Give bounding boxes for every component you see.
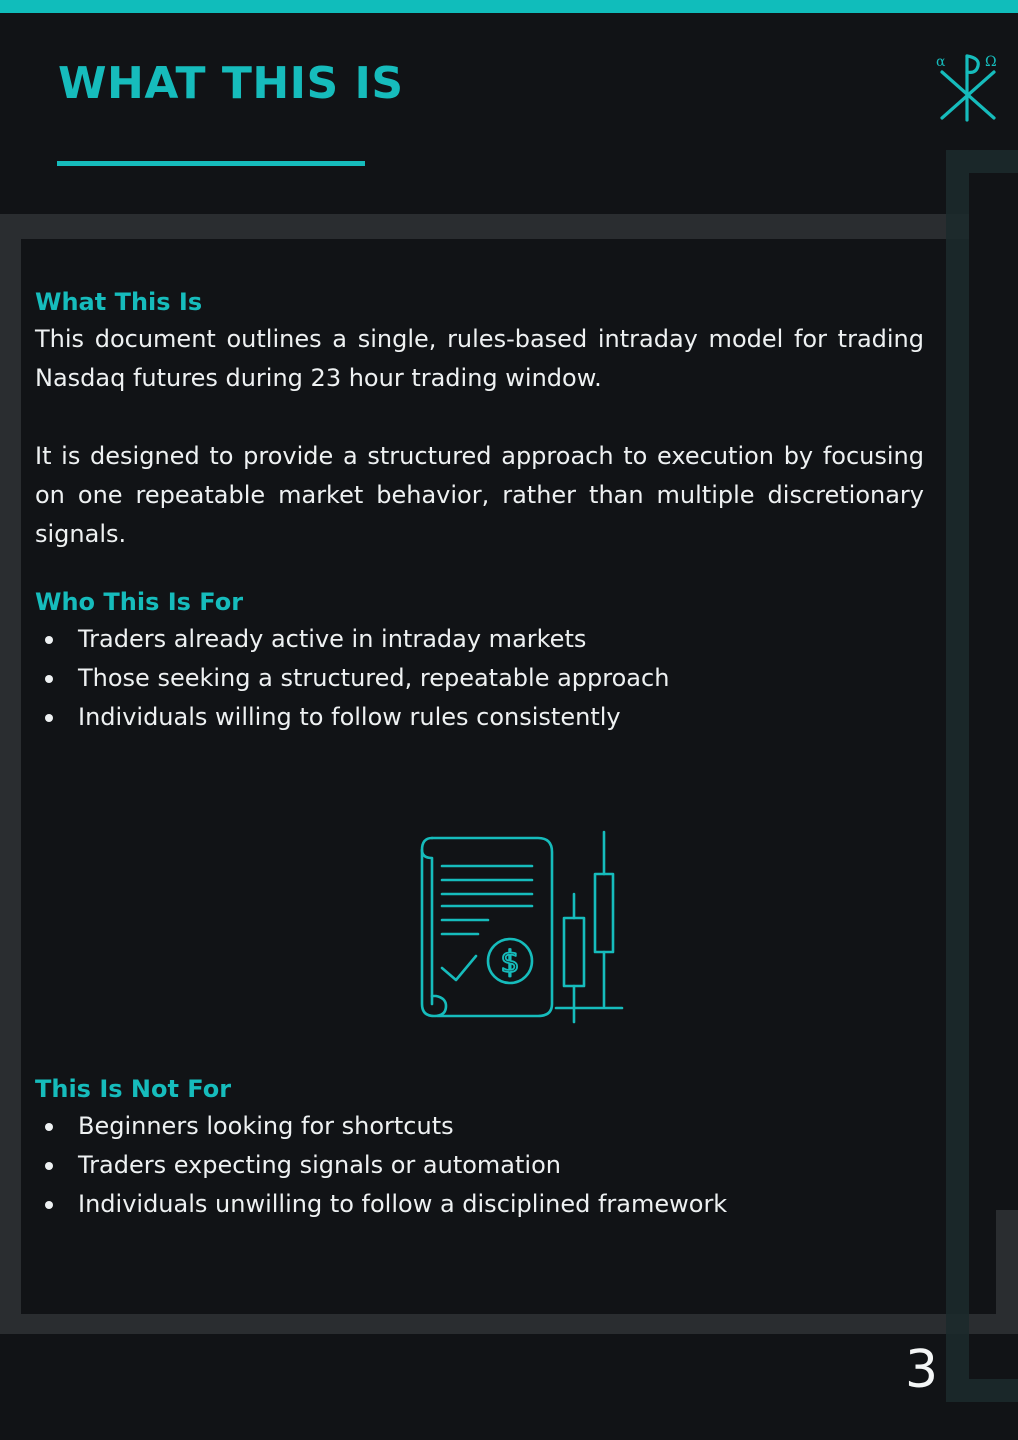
section-heading-not-for: This Is Not For [35, 1075, 232, 1103]
not-for-section [35, 1071, 924, 1224]
page-title: WHAT THIS IS [58, 58, 404, 109]
intro-paragraph-1: This document outlines a single, rules-based intraday model for trading Nasdaq futures during 23 hour trading window. [35, 325, 924, 392]
section-heading-what: What This Is [35, 288, 203, 316]
chi-rho-logo-icon [934, 50, 1000, 124]
svg-text:Ω: Ω [985, 54, 997, 70]
svg-text:$: $ [500, 945, 520, 980]
not-for-list [35, 1107, 924, 1224]
main-content [35, 284, 924, 737]
top-accent-stripe [0, 0, 1018, 13]
svg-text:α: α [936, 54, 946, 70]
list-item: Those seeking a structured, repeatable approach [35, 659, 924, 698]
list-item: Individuals unwilling to follow a disciplined framework [35, 1185, 924, 1224]
document-dollar-candlestick-icon [418, 828, 628, 1028]
section-heading-who-for: Who This Is For [35, 588, 244, 616]
list-item: Individuals willing to follow rules consistently [35, 698, 924, 737]
list-item: Traders already active in intraday markets [35, 620, 924, 659]
page-number: 3 [905, 1340, 939, 1400]
side-bracket-inner [969, 173, 1018, 1210]
title-underline [57, 161, 365, 166]
list-item: Traders expecting signals or automation [35, 1146, 924, 1185]
intro-paragraph-2: It is designed to provide a structured approach to execution by focusing on one repeatable market behavior, rather than multiple discretionary signals. [35, 442, 924, 548]
list-item: Beginners looking for shortcuts [35, 1107, 924, 1146]
who-for-list [35, 620, 924, 737]
